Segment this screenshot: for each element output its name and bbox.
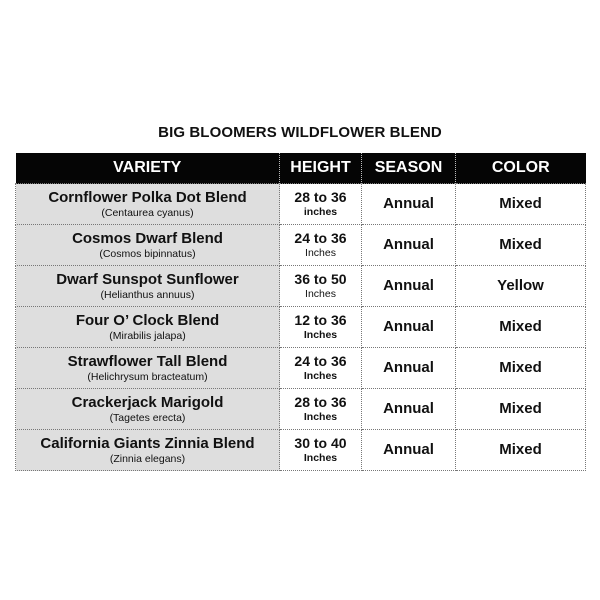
height-cell: [280, 307, 362, 348]
color-cell: [456, 430, 586, 471]
season-cell: [362, 348, 456, 389]
height-range: 30 to 40: [294, 435, 347, 451]
height-unit: Inches: [305, 288, 336, 300]
variety-latin: (Centaurea cyanus): [101, 206, 194, 219]
height-range: 24 to 36: [294, 353, 347, 369]
variety-name: Dwarf Sunspot Sunflower: [56, 270, 239, 288]
variety-name: Crackerjack Marigold: [71, 393, 224, 411]
color-cell: [456, 307, 586, 348]
variety-latin: (Helichrysum bracteatum): [87, 370, 208, 383]
variety-cell: [16, 184, 280, 225]
height-cell: [280, 430, 362, 471]
height-unit: Inches: [303, 329, 338, 341]
table-row: [16, 266, 586, 307]
variety-name: California Giants Zinnia Blend: [40, 434, 255, 452]
table-row: [16, 184, 586, 225]
variety-cell: [16, 430, 280, 471]
color-value: Mixed: [499, 400, 542, 417]
color-cell: [456, 389, 586, 430]
height-unit: Inches: [305, 247, 336, 259]
variety-latin: (Mirabilis jalapa): [109, 329, 186, 342]
color-value: Mixed: [499, 318, 542, 335]
table-row: [16, 307, 586, 348]
color-value: Mixed: [499, 236, 542, 253]
height-cell: [280, 348, 362, 389]
color-value: Mixed: [499, 195, 542, 212]
table-row: [16, 430, 586, 471]
color-value: Mixed: [499, 441, 542, 458]
header-row: [16, 153, 586, 184]
color-cell: [456, 266, 586, 307]
variety-cell: [16, 307, 280, 348]
height-cell: [280, 389, 362, 430]
season-value: Annual: [383, 359, 434, 376]
season-cell: [362, 389, 456, 430]
variety-name: Strawflower Tall Blend: [67, 352, 228, 370]
color-value: Yellow: [497, 277, 544, 294]
variety-cell: [16, 389, 280, 430]
season-cell: [362, 266, 456, 307]
height-range: 28 to 36: [294, 189, 347, 205]
variety-name: Four O’ Clock Blend: [75, 311, 220, 329]
season-value: Annual: [383, 318, 434, 335]
variety-cell: [16, 225, 280, 266]
wildflower-table: [15, 153, 586, 471]
variety-latin: (Helianthus annuus): [100, 288, 195, 301]
season-value: Annual: [383, 195, 434, 212]
header-color: COLOR: [456, 153, 586, 184]
table-row: [16, 225, 586, 266]
season-value: Annual: [383, 236, 434, 253]
table-row: [16, 389, 586, 430]
variety-cell: [16, 348, 280, 389]
color-value: Mixed: [499, 359, 542, 376]
variety-latin: (Cosmos bipinnatus): [99, 247, 196, 260]
height-range: 12 to 36: [294, 312, 347, 328]
height-unit: Inches: [303, 370, 338, 382]
header-height: HEIGHT: [280, 153, 362, 184]
color-cell: [456, 184, 586, 225]
height-range: 24 to 36: [294, 230, 347, 246]
color-cell: [456, 348, 586, 389]
variety-latin: (Zinnia elegans): [109, 452, 186, 465]
height-cell: [280, 184, 362, 225]
height-cell: [280, 266, 362, 307]
season-cell: [362, 225, 456, 266]
height-unit: Inches: [303, 411, 338, 423]
height-unit: inches: [303, 206, 338, 218]
variety-name: Cornflower Polka Dot Blend: [48, 188, 247, 206]
variety-latin: (Tagetes erecta): [109, 411, 186, 424]
variety-cell: [16, 266, 280, 307]
season-value: Annual: [383, 277, 434, 294]
season-value: Annual: [383, 400, 434, 417]
table-row: [16, 348, 586, 389]
height-cell: [280, 225, 362, 266]
season-cell: [362, 307, 456, 348]
height-range: 36 to 50: [294, 271, 347, 287]
season-value: Annual: [383, 441, 434, 458]
season-cell: [362, 184, 456, 225]
height-range: 28 to 36: [294, 394, 347, 410]
color-cell: [456, 225, 586, 266]
header-season: SEASON: [362, 153, 456, 184]
variety-name: Cosmos Dwarf Blend: [72, 229, 223, 247]
height-unit: Inches: [303, 452, 338, 464]
header-variety: VARIETY: [16, 153, 280, 184]
season-cell: [362, 430, 456, 471]
page-title: BIG BLOOMERS WILDFLOWER BLEND: [158, 124, 442, 141]
